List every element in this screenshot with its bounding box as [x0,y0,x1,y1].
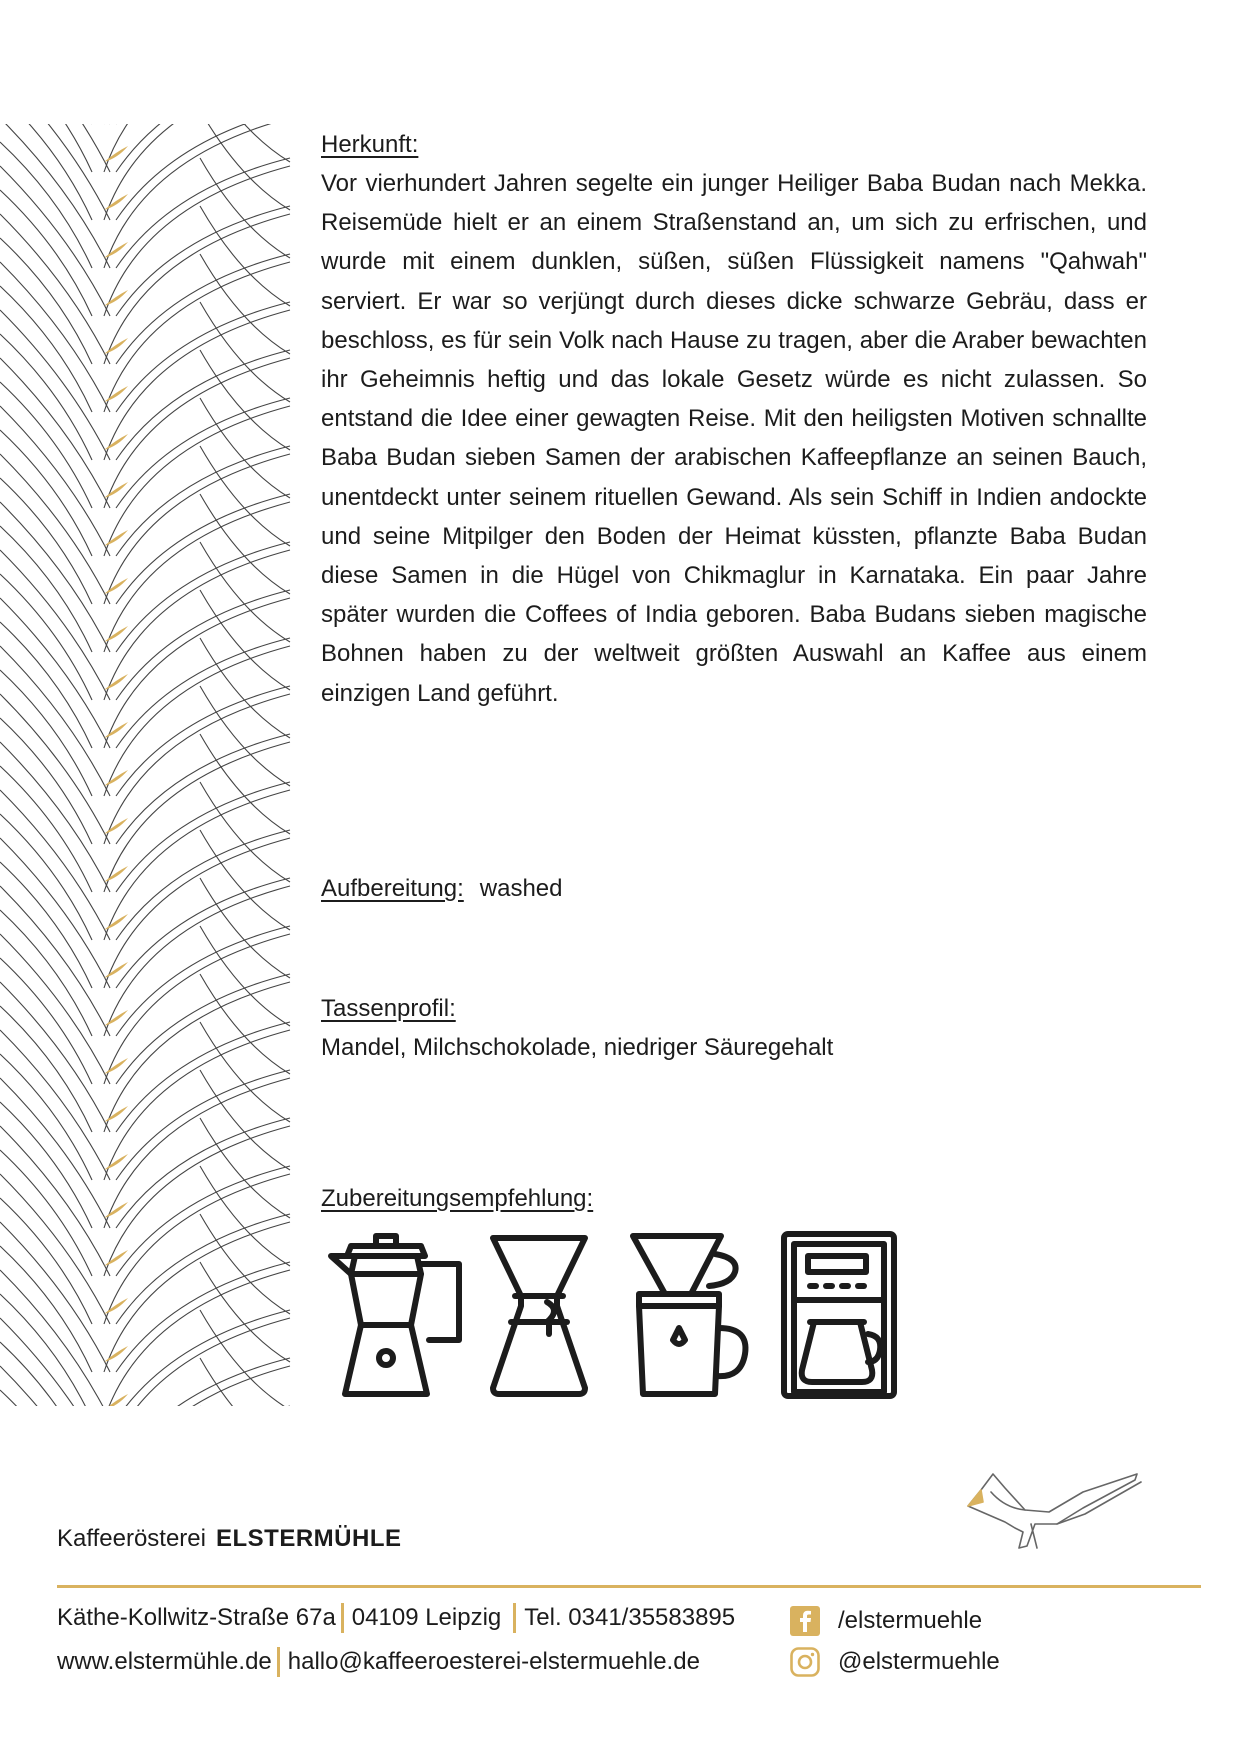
footer-contact-row [57,1647,700,1677]
street-address: Käthe-Kollwitz-Straße 67a [57,1604,336,1631]
separator [513,1603,516,1633]
origin-section [321,126,1147,713]
phone-number: Tel. 0341/35583895 [524,1604,736,1631]
pour-over-dripper-icon [627,1230,751,1400]
facebook-handle: /elstermuehle [838,1607,983,1634]
chemex-icon [487,1230,591,1400]
facebook-icon [790,1606,820,1636]
origin-text: Vor vierhundert Jahren segelte ein junger Heiliger Baba Budan nach Mekka. Reisemüde hielt er an einem Straßenstand an, um sich zu erfrischen, und wurde mit einem dunklen, süßen, süßen Flüssigkeit namens "Qahwah" serviert. Er war so verjüngt durch dieses dicke schwarze Gebräu, dass er beschloss, es für sein Volk nach Hause zu tragen, aber die Araber bewachten ihr Geheimnis heftig und das lokale Gesetz würde es nicht zulassen. So entstand die Idee einer gewagten Reise. Mit den heiligsten Motiven schnallte Baba Budan sieben Samen der arabischen Kaffeepflanze an seinen Bauch, unentdeckt unter seinem rituellen Gewand. Als sein Schiff in Indien andockte und seine Mitpilger den Boden der Heimat küssten, pflanzte Baba Budan diese Samen in die Hügel von Chikmaglur in Karnataka. Ein paar Jahre später wurden die Coffees of India geboren. Baba Budans sieben magische Bohnen haben zu der weltweit größten Auswahl an Kaffee aus einem einzigen Land geführt. [321,170,1147,707]
brand-prefix: Kaffeerösterei [57,1525,206,1552]
cup-profile-value: Mandel, Milchschokolade, niedriger Säuregehalt [321,1034,834,1061]
processing-heading: Aufbereitung: [321,875,464,902]
footer-divider [57,1585,1201,1588]
cup-profile-section [321,990,1147,1067]
moka-pot-icon [321,1230,465,1400]
instagram-icon [790,1647,820,1677]
footer-address-row [57,1603,735,1633]
instagram-link[interactable] [790,1647,1000,1677]
decorative-wave-pattern [0,124,293,1406]
filter-coffee-machine-icon [780,1230,898,1400]
website-link[interactable]: www.elstermühle.de [57,1648,272,1675]
processing-section [321,870,563,908]
facebook-link[interactable] [790,1606,982,1636]
separator [277,1647,280,1677]
preparation-section [321,1180,593,1218]
magpie-logo [965,1462,1143,1557]
cup-profile-heading: Tassenprofil: [321,995,456,1022]
processing-value: washed [479,875,563,902]
email-link[interactable]: hallo@kaffeeroesterei-elstermuehle.de [287,1648,700,1675]
brand-name [57,1524,401,1554]
instagram-handle: @elstermuehle [838,1648,1000,1675]
separator [341,1603,344,1633]
brand-title: ELSTERMÜHLE [215,1525,402,1552]
city-address: 04109 Leipzig [351,1604,502,1631]
preparation-heading: Zubereitungsempfehlung: [321,1185,594,1212]
origin-heading: Herkunft: [321,131,419,158]
